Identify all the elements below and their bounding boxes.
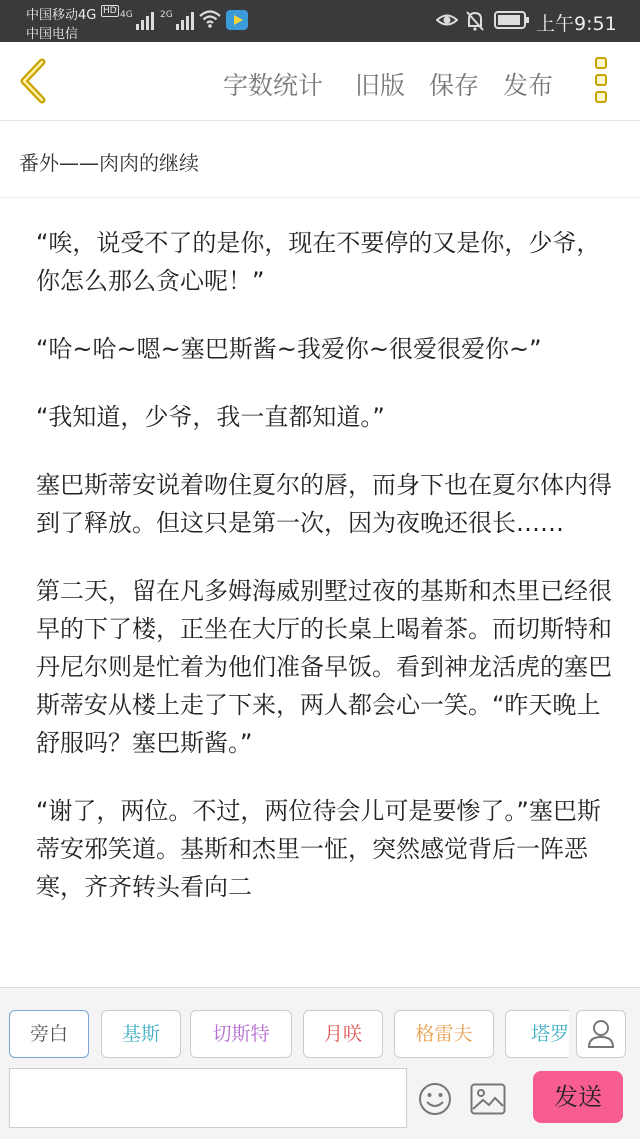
video-app-icon [226,10,248,30]
chapter-title[interactable]: 番外——肉肉的继续 [19,151,199,175]
story-content[interactable] [36,224,616,986]
image-icon[interactable] [470,1083,506,1115]
more-menu-icon[interactable] [595,57,613,107]
publish-button[interactable]: 发布 [503,71,554,100]
paragraph: “哈~哈~嗯~塞巴斯酱~我爱你~很爱很爱你~” [36,335,542,363]
person-icon [577,1011,625,1057]
add-character-button[interactable] [576,1010,626,1058]
word-count-button[interactable]: 字数统计 [223,71,324,100]
paragraph: 第二天，留在凡多姆海威别墅过夜的基斯和杰里已经很早的下了楼，正坐在大厅的长桌上喝着茶。而切斯特和丹尼尔则是忙着为他们准备早饭。看到神龙活虎的塞巴斯蒂安从楼上走了下来，两人都会心一笑。“昨天晚上舒服吗？塞巴斯酱。” [36,577,612,757]
paragraph: “谢了，两位。不过，两位待会儿可是要惨了。”塞巴斯蒂安邪笑道。基斯和杰里一怔，突然感觉背后一阵恶寒，齐齐转头看向二 [36,797,601,901]
signal-strength-icon-2: 2G [160,8,196,30]
smiley-icon[interactable] [418,1082,452,1116]
chapter-title-bar[interactable] [0,121,640,198]
old-version-button[interactable]: 旧版 [355,71,406,100]
carrier-name-secondary: 中国电信 [26,27,79,42]
paragraph: 塞巴斯蒂安说着吻住夏尔的唇，而身下也在夏尔体内得到了释放。但这只是第一次，因为夜晚还很长…… [36,471,612,537]
clock: 上午9:51 [536,13,617,35]
compose-bar [0,987,640,1139]
hd-voice-badge: HD [103,6,117,16]
message-input[interactable] [9,1068,407,1128]
character-chip[interactable]: 塔罗 [505,1010,569,1058]
save-button[interactable]: 保存 [429,71,480,100]
back-chevron-icon[interactable] [14,58,54,104]
character-chip[interactable]: 格雷夫 [394,1010,494,1058]
paragraph: “唉，说受不了的是你，现在不要停的又是你，少爷，你怎么那么贪心呢！” [36,229,601,295]
character-chip-narrator[interactable]: 旁白 [9,1010,89,1058]
character-chip[interactable]: 月咲 [303,1010,383,1058]
paragraph: “我知道，少爷，我一直都知道。” [36,403,385,431]
battery-icon [494,11,530,29]
mute-bell-icon [464,9,486,33]
character-chip[interactable]: 切斯特 [190,1010,292,1058]
editor-toolbar [0,42,640,121]
character-chip[interactable]: 基斯 [101,1010,181,1058]
eye-comfort-icon [436,9,458,31]
signal-strength-icon-1: 4G [120,8,156,30]
wifi-icon [198,9,222,29]
character-selector [9,1010,569,1062]
status-bar [0,0,640,42]
carrier-name-primary: 中国移动4G [26,8,97,23]
send-button[interactable]: 发送 [533,1071,623,1123]
